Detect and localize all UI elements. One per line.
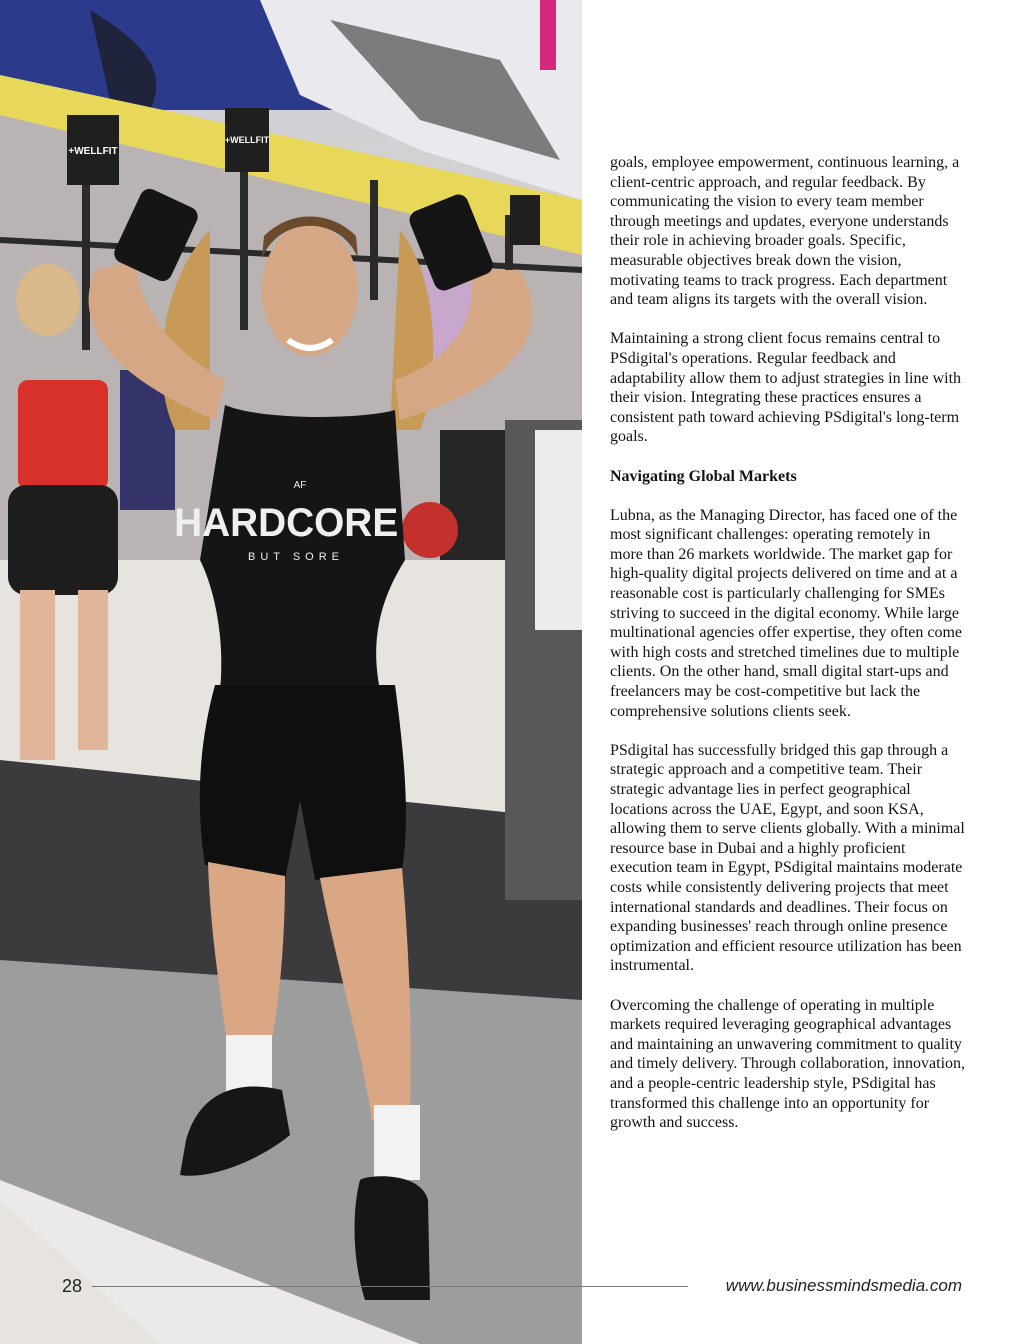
rig-post xyxy=(370,180,378,300)
right-sneaker xyxy=(355,1176,430,1300)
background-person-shorts xyxy=(8,485,118,595)
paragraph: PSdigital has successfully bridged this gap through a strategic approach and a competitive team. Their strategic advantage lies in perfect geographical locations across the UAE, Egypt, and soon KSA, allowing them to serve clients globally. With a minimal resource base in Dubai and a highly proficient execution team in Egypt, PSdigital maintains moderate costs while consistently delivering projects that meet international standards and deadlines. Their focus on expanding businesses' reach through online presence optimization and efficient resource utilization has been instrumental. xyxy=(610,741,965,975)
paragraph: Overcoming the challenge of operating in multiple markets required leveraging geographical advantages and maintaining an unwavering commitment to quality and timely delivery. Through collaboration, innovation, and a people-centric leadership style, PSdigital has transformed this challenge into an opportunity for growth and success. xyxy=(610,996,966,1132)
paragraph: Maintaining a strong client focus remains central to PSdigital's operations. Regular feedback and adaptability allow them to adjust strategies in line with their vision. Integrating these practices ensures a consistent path toward achieving PSdigital's long-term goals. xyxy=(610,330,962,446)
right-sock xyxy=(374,1105,420,1180)
shirt-text-bottom: BUT SORE xyxy=(247,551,345,563)
background-person-head xyxy=(16,264,80,336)
black-tank-top xyxy=(200,405,405,690)
wellfit-sign xyxy=(510,195,540,245)
face xyxy=(262,224,358,356)
background-person-leg xyxy=(78,590,108,750)
mural-pink-accent xyxy=(540,0,556,70)
footer-divider xyxy=(92,1286,688,1287)
page-number: 28 xyxy=(62,1276,83,1296)
background-person-leg xyxy=(20,590,55,760)
wellfit-sign-text: +WELLFIT xyxy=(224,135,270,145)
section-heading: Navigating Global Markets xyxy=(610,467,797,485)
shirt-text-main: HARDCORE xyxy=(174,500,399,546)
article-body xyxy=(610,153,966,1152)
wellfit-sign-text: +WELLFIT xyxy=(68,146,118,157)
paragraph: goals, employee empowerment, continuous learning, a client-centric approach, and regular feedback. By communicating the vision to every team member through meetings and updates, everyone understands their role in achieving broader goals. Specific, measurable objectives break down the vision, motivating teams to track progress. Each department and team aligns its targets with the overall vision. xyxy=(610,154,960,309)
paragraph: Lubna, as the Managing Director, has faced one of the most significant challenges: operating remotely in more than 26 markets worldwide. The market gap for high-quality digital projects delivered on time and at a reasonable cost is particularly challenging for SMEs striving to succeed in the digital economy. While large multinational agencies offer expertise, they often come with high costs and stretched timelines due to multiple clients. On the other hand, small digital start-ups and freelancers may be cost-competitive but lack the comprehensive solutions clients seek. xyxy=(610,506,963,720)
shirt-text-top: AF xyxy=(293,480,307,491)
website-link[interactable]: www.businessmindsmedia.com xyxy=(725,1276,962,1295)
background-person-white-shirt xyxy=(535,430,582,630)
left-sock xyxy=(226,1035,272,1095)
weight-plate xyxy=(402,502,458,558)
background-person-red-top xyxy=(18,380,108,490)
rig-post xyxy=(240,150,248,330)
